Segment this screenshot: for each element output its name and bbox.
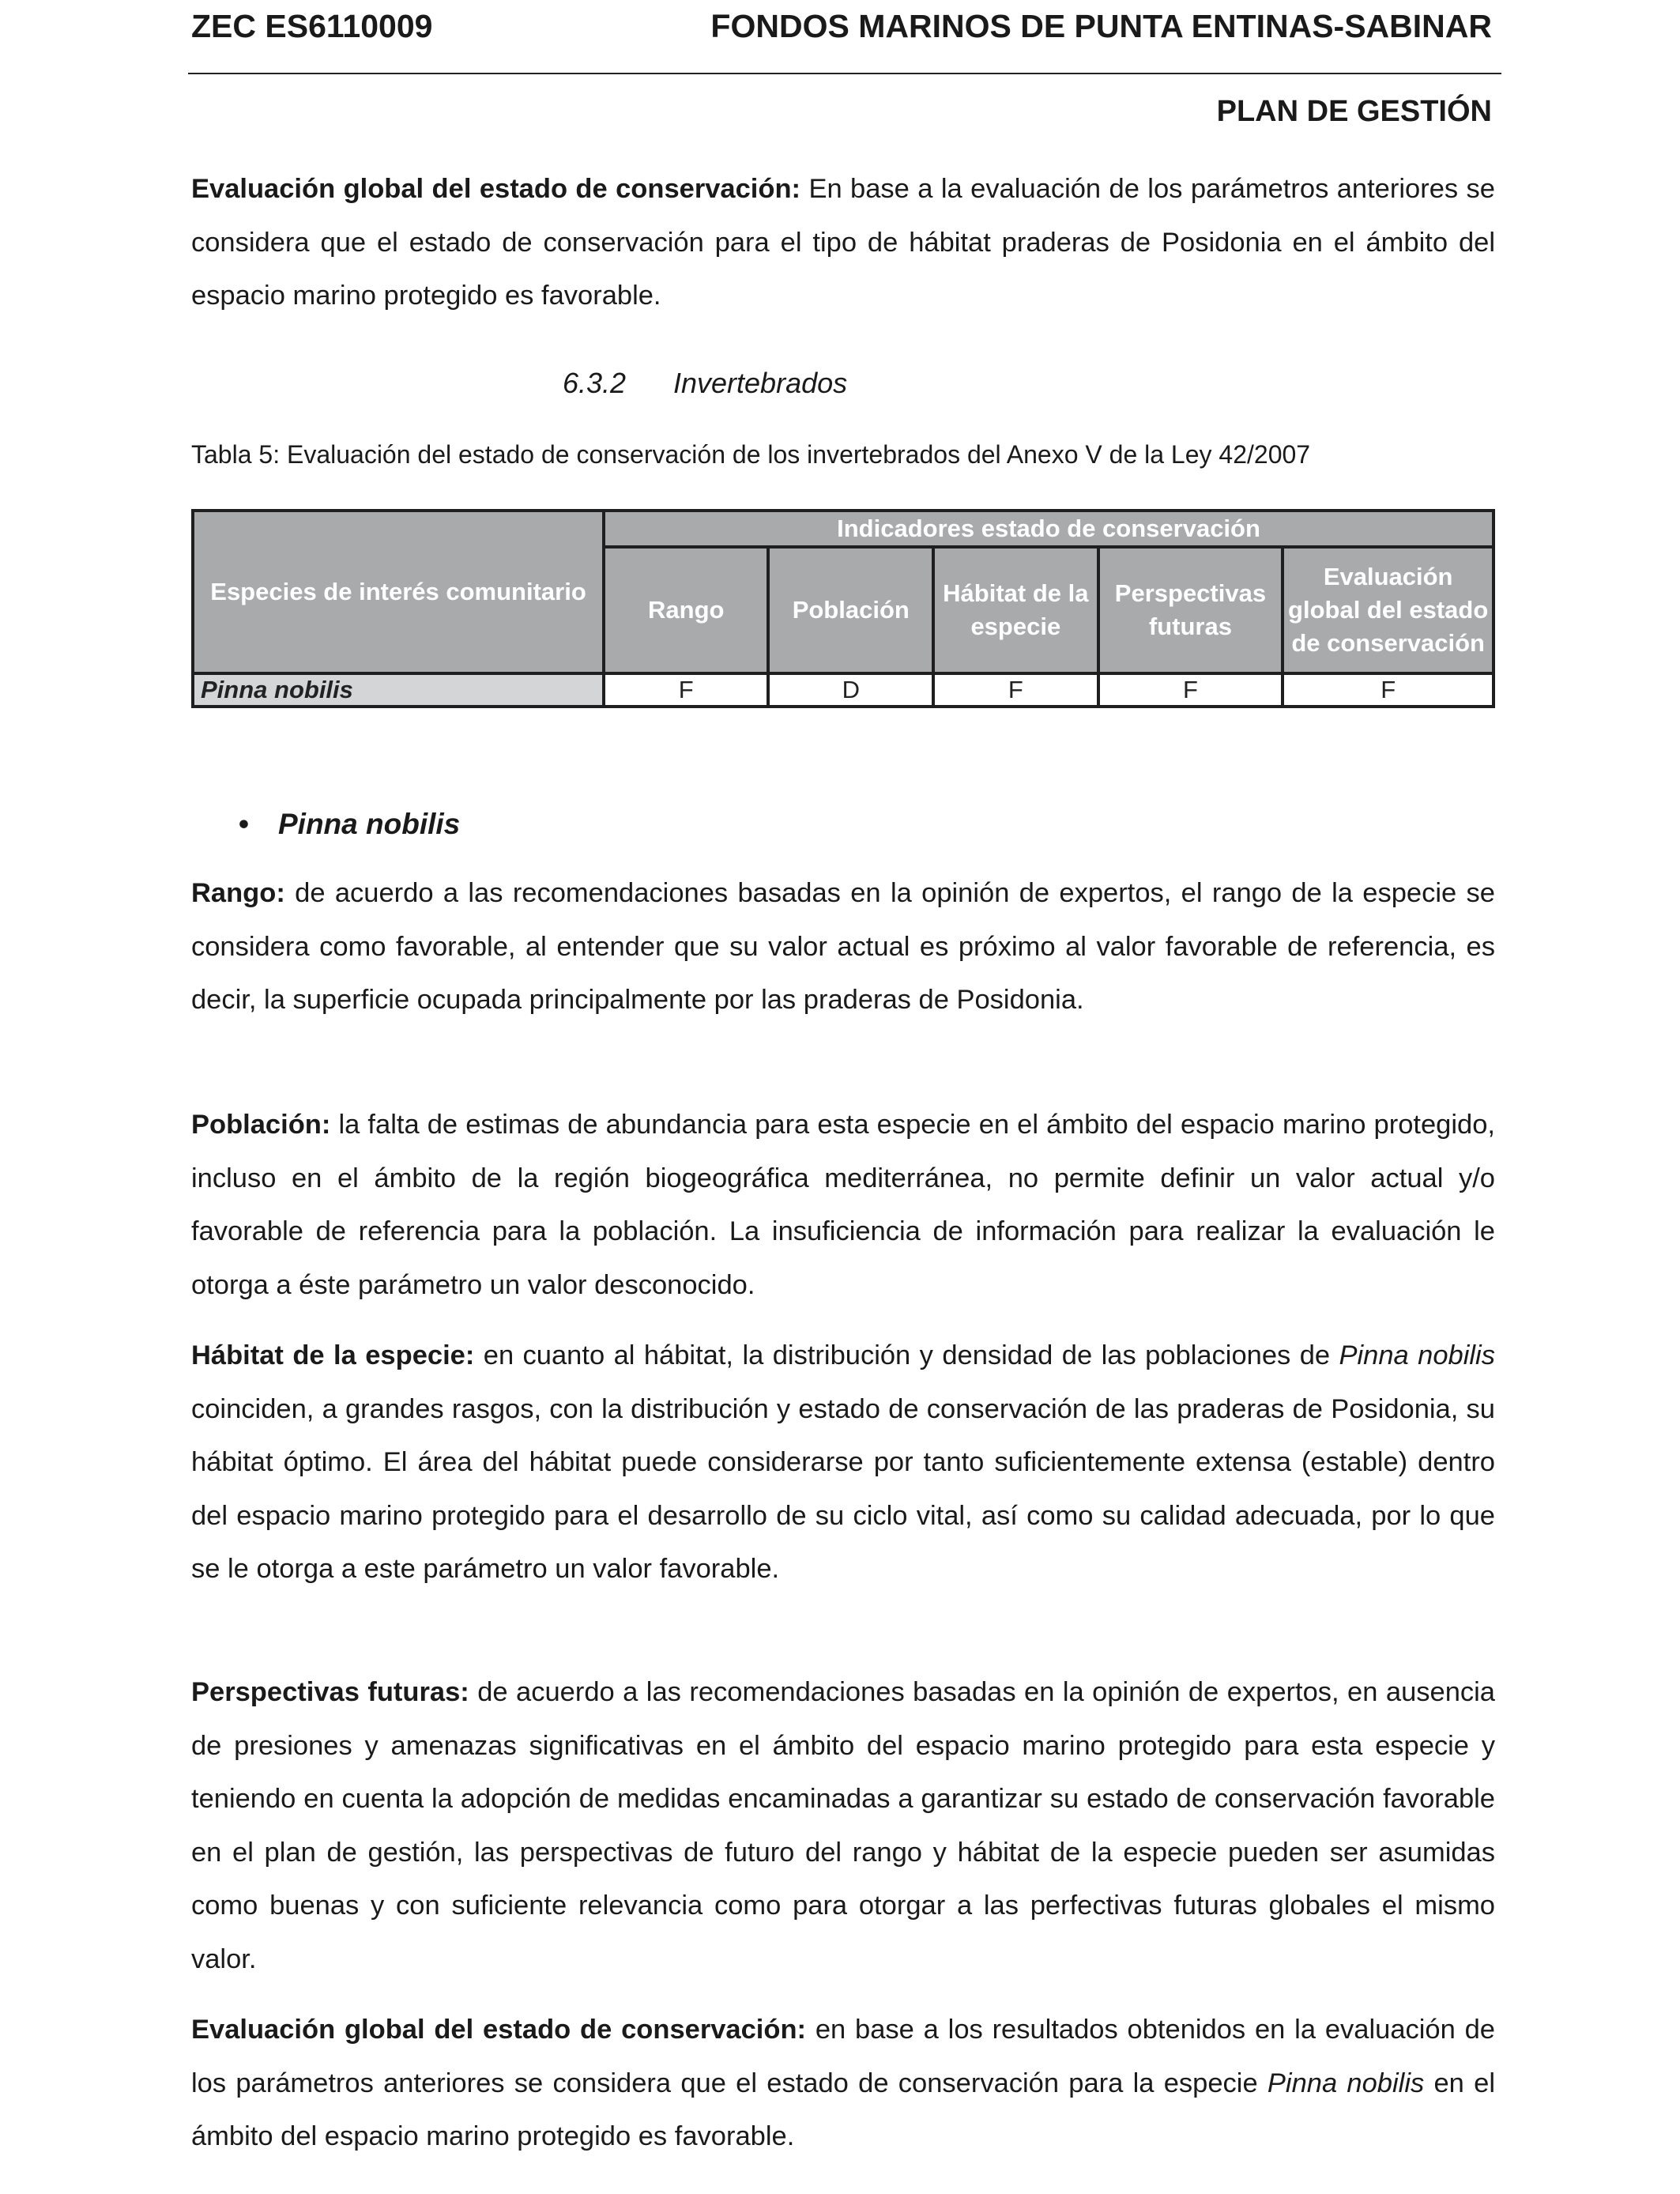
habitat-paragraph: [191, 1329, 1495, 1596]
column-header-habitat: Hábitat de la especie: [933, 547, 1098, 673]
rango-paragraph: [191, 867, 1495, 1027]
poblacion-text: la falta de estimas de abundancia para esta especie en el ámbito del espacio marino protegido, incluso en el ámbito de la región biogeográfica mediterránea, no permite definir un valor actual y/o favorable de referencia para la población. La insuficiencia de información para realizar la evaluación le otorga a éste parámetro un valor desconocido.: [191, 1110, 1495, 1300]
intro-label: Evaluación global del estado de conservación:: [191, 174, 801, 204]
column-header-poblacion: Población: [768, 547, 933, 673]
rango-text: de acuerdo a las recomendaciones basadas en la opinión de expertos, el rango de la especie se considera como favorable, al entender que su valor actual es próximo al valor favorable de referencia, es decir, la superficie ocupada principalmente por las praderas de Posidonia.: [191, 878, 1495, 1015]
table-group-header-row: [193, 511, 1494, 547]
species-column-header: Especies de interés comunitario: [193, 511, 604, 673]
value-cell-rango: F: [604, 673, 768, 707]
global-text-2: en el ámbito del espacio marino protegido es favorable.: [191, 2068, 1495, 2151]
perspectivas-label: Perspectivas futuras:: [191, 1677, 469, 1707]
value-cell-evaluacion-global: F: [1283, 673, 1494, 707]
table-row: [193, 673, 1494, 707]
section-heading: [563, 367, 847, 400]
perspectivas-paragraph: [191, 1666, 1495, 1986]
species-bullet: [239, 808, 460, 841]
poblacion-label: Población:: [191, 1110, 331, 1140]
habitat-text-2: coinciden, a grandes rasgos, con la distribución y estado de conservación de las praderas de Posidonia, su hábitat óptimo. El área del hábitat puede considerarse por tanto suficientemente extensa (estable) dentro del espacio marino protegido para el desarrollo de su ciclo vital, así como su calidad adecuada, por lo que se le otorga a este parámetro un valor favorable.: [191, 1393, 1495, 1584]
section-title: Invertebrados: [673, 367, 848, 399]
global-label: Evaluación global del estado de conservación:: [191, 2015, 807, 2045]
rango-label: Rango:: [191, 878, 285, 908]
bullet-icon: •: [239, 808, 249, 840]
bullet-text: Pinna nobilis: [278, 808, 461, 840]
table-caption: Tabla 5: Evaluación del estado de conservación de los invertebrados del Anexo V de la Ley 42/2007: [191, 440, 1311, 469]
indicators-group-header: Indicadores estado de conservación: [604, 511, 1494, 547]
value-cell-perspectivas: F: [1098, 673, 1283, 707]
global-text-1: en base a los resultados obtenidos en la evaluación de los parámetros anteriores se considera que el estado de conservación para la especie: [191, 2015, 1495, 2098]
species-cell: Pinna nobilis: [193, 673, 604, 707]
section-number: 6.3.2: [563, 367, 627, 399]
habitat-text-1: en cuanto al hábitat, la distribución y densidad de las poblaciones de: [474, 1340, 1339, 1370]
intro-text: En base a la evaluación de los parámetros anteriores se considera que el estado de conservación para el tipo de hábitat praderas de Posidonia en el ámbito del espacio marino protegido es favorable.: [191, 174, 1495, 311]
site-code: ZEC ES6110009: [191, 8, 433, 44]
global-paragraph: [191, 2004, 1495, 2164]
running-header: [191, 8, 1498, 57]
intro-paragraph: [191, 163, 1495, 323]
value-cell-habitat: F: [933, 673, 1098, 707]
conservation-table: [191, 509, 1495, 708]
header-rule: [188, 73, 1501, 74]
poblacion-paragraph: [191, 1099, 1495, 1312]
site-name: FONDOS MARINOS DE PUNTA ENTINAS-SABINAR: [710, 8, 1492, 44]
plan-title: PLAN DE GESTIÓN: [1216, 95, 1492, 128]
column-header-perspectivas: Perspectivas futuras: [1098, 547, 1283, 673]
global-species: Pinna nobilis: [1267, 2068, 1425, 2098]
value-cell-poblacion: D: [768, 673, 933, 707]
habitat-species: Pinna nobilis: [1339, 1340, 1495, 1370]
habitat-label: Hábitat de la especie:: [191, 1340, 475, 1370]
perspectivas-text: de acuerdo a las recomendaciones basadas en la opinión de expertos, en ausencia de presiones y amenazas significativas en el ámbito del espacio marino protegido para esta especie y teniendo en cuenta la adopción de medidas encaminadas a garantizar su estado de conservación favorable en el plan de gestión, las perspectivas de futuro del rango y hábitat de la especie pueden ser asumidas como buenas y con suficiente relevancia como para otorgar a las perfectivas futuras globales el mismo valor.: [191, 1677, 1495, 1974]
column-header-rango: Rango: [604, 547, 768, 673]
column-header-evaluacion-global: Evaluación global del estado de conservación: [1283, 547, 1494, 673]
